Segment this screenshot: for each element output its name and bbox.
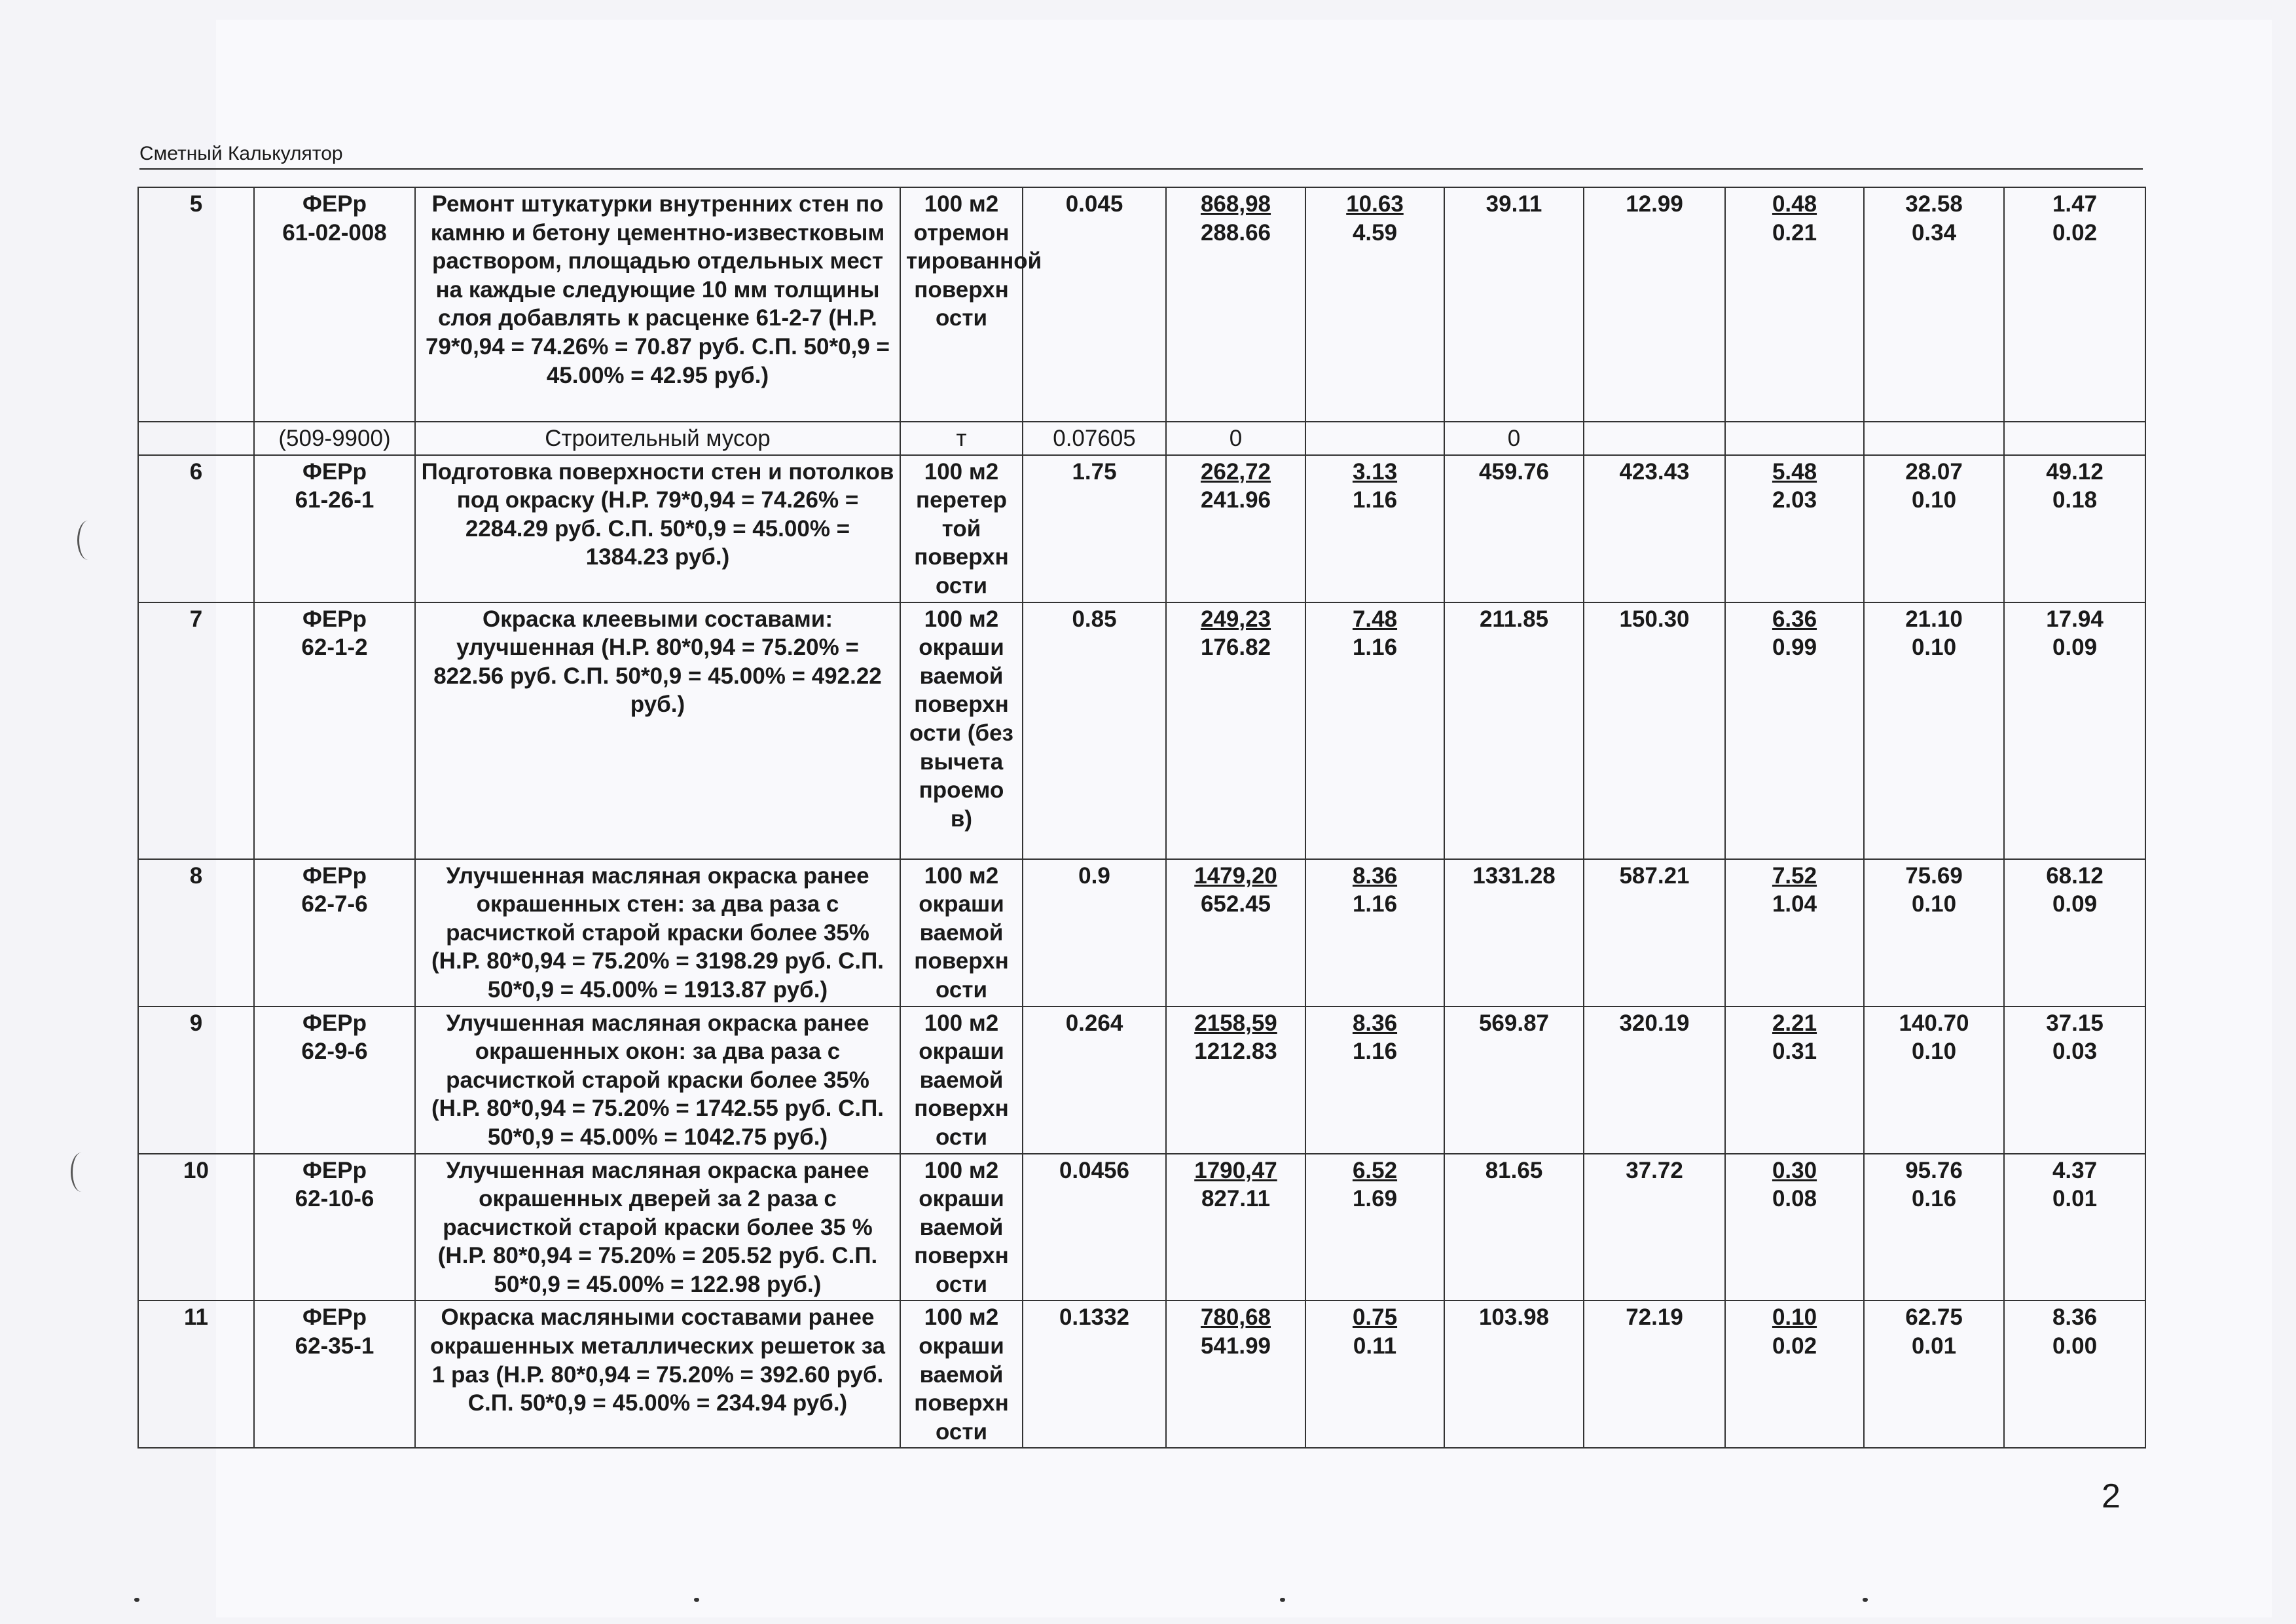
table-row — [138, 187, 2145, 422]
labor-unit-cell: 21.10 0.10 — [1864, 602, 2004, 859]
labor-unit-cell — [1864, 422, 2004, 455]
total-cost-cell: 1331.28 — [1444, 859, 1584, 1006]
wage-cost-cell: 587.21 — [1584, 859, 1725, 1006]
labor-total-cell: 17.94 0.09 — [2004, 602, 2145, 859]
row-number: 7 — [138, 602, 254, 859]
machine-cost-cell: 7.48 1.16 — [1305, 602, 1444, 859]
row-number: 10 — [138, 1154, 254, 1301]
unit-cell: 100 м2 окраши ваемой поверхн ости — [900, 1154, 1023, 1301]
row-number — [138, 422, 254, 455]
labor-total-cell: 1.47 0.02 — [2004, 187, 2145, 422]
unit-cell: 100 м2 окраши ваемой поверхн ости — [900, 1301, 1023, 1448]
scan-speck — [134, 1598, 139, 1602]
machine-total-cell: 0.48 0.21 — [1725, 187, 1864, 422]
table-row — [138, 1301, 2145, 1448]
labor-total-cell: 37.15 0.03 — [2004, 1006, 2145, 1154]
machine-total-cell: 0.30 0.08 — [1725, 1154, 1864, 1301]
unit-cell: 100 м2 окраши ваемой поверхн ости (без вычета проемо в) — [900, 602, 1023, 859]
machine-cost-cell: 10.63 4.59 — [1305, 187, 1444, 422]
table-row — [138, 602, 2145, 859]
quantity-cell: 0.1332 — [1023, 1301, 1166, 1448]
unit-cost-cell: 1790,47 827.11 — [1166, 1154, 1305, 1301]
work-description: Ремонт штукатурки внутренних стен по камню и бетону цементно-известковым раствором, площадью отдельных мест на каждые следующие 10 мм толщины слоя добавлять к расценке 61-2-7 (Н.Р. 79*0,94 = 74.26% = 70.87 руб. С.П. 50*0,9 = 45.00% = 42.95 руб.) — [415, 187, 900, 422]
labor-total-cell: 8.36 0.00 — [2004, 1301, 2145, 1448]
resource-code: (509-9900) — [254, 422, 415, 455]
header-rule — [139, 168, 2143, 170]
scan-speck — [694, 1598, 699, 1602]
machine-total-cell: 0.10 0.02 — [1725, 1301, 1864, 1448]
rate-code: ФЕРр 61-26-1 — [254, 455, 415, 602]
machine-total-cell — [1725, 422, 1864, 455]
rate-code: ФЕРр 61-02-008 — [254, 187, 415, 422]
machine-cost-cell: 3.13 1.16 — [1305, 455, 1444, 602]
table-row — [138, 455, 2145, 602]
unit-cell: 100 м2 отремон тированной поверхн ости — [900, 187, 1023, 422]
page-number: 2 — [2102, 1477, 2121, 1515]
quantity-cell: 0.07605 — [1023, 422, 1166, 455]
table-row — [138, 1154, 2145, 1301]
work-description: Улучшенная масляная окраска ранее окрашенных окон: за два раза с расчисткой старой краски более 35% (Н.Р. 80*0,94 = 75.20% = 1742.55 руб. С.П. 50*0,9 = 45.00% = 1042.75 руб.) — [415, 1006, 900, 1154]
labor-unit-cell: 140.70 0.10 — [1864, 1006, 2004, 1154]
total-cost-cell: 81.65 — [1444, 1154, 1584, 1301]
table-row — [138, 1006, 2145, 1154]
machine-cost-cell — [1305, 422, 1444, 455]
machine-total-cell: 7.52 1.04 — [1725, 859, 1864, 1006]
resource-description: Строительный мусор — [415, 422, 900, 455]
machine-total-cell: 5.48 2.03 — [1725, 455, 1864, 602]
unit-cost-cell: 780,68 541.99 — [1166, 1301, 1305, 1448]
quantity-cell: 0.0456 — [1023, 1154, 1166, 1301]
work-description: Улучшенная масляная окраска ранее окрашенных стен: за два раза с расчисткой старой краски более 35% (Н.Р. 80*0,94 = 75.20% = 3198.29 руб. С.П. 50*0,9 = 45.00% = 1913.87 руб.) — [415, 859, 900, 1006]
total-cost-cell: 569.87 — [1444, 1006, 1584, 1154]
estimate-table — [137, 187, 2146, 1449]
wage-cost-cell — [1584, 422, 1725, 455]
total-cost-cell: 39.11 — [1444, 187, 1584, 422]
unit-cell: 100 м2 окраши ваемой поверхн ости — [900, 859, 1023, 1006]
scan-speck — [1863, 1598, 1868, 1602]
quantity-cell: 0.85 — [1023, 602, 1166, 859]
labor-total-cell: 49.12 0.18 — [2004, 455, 2145, 602]
unit-cost-cell: 249,23 176.82 — [1166, 602, 1305, 859]
unit-cell: 100 м2 перетер той поверхн ости — [900, 455, 1023, 602]
labor-unit-cell: 95.76 0.16 — [1864, 1154, 2004, 1301]
labor-unit-cell: 28.07 0.10 — [1864, 455, 2004, 602]
table-row-subitem — [138, 422, 2145, 455]
quantity-cell: 0.264 — [1023, 1006, 1166, 1154]
machine-cost-cell: 8.36 1.16 — [1305, 859, 1444, 1006]
labor-unit-cell: 75.69 0.10 — [1864, 859, 2004, 1006]
rate-code: ФЕРр 62-9-6 — [254, 1006, 415, 1154]
row-number: 11 — [138, 1301, 254, 1448]
machine-cost-cell: 8.36 1.16 — [1305, 1006, 1444, 1154]
machine-total-cell: 2.21 0.31 — [1725, 1006, 1864, 1154]
rate-code: ФЕРр 62-10-6 — [254, 1154, 415, 1301]
work-description: Окраска клеевыми составами: улучшенная (Н.Р. 80*0,94 = 75.20% = 822.56 руб. С.П. 50*0,9 = 45.00% = 492.22 руб.) — [415, 602, 900, 859]
total-cost-cell: 0 — [1444, 422, 1584, 455]
machine-cost-cell: 0.75 0.11 — [1305, 1301, 1444, 1448]
total-cost-cell: 211.85 — [1444, 602, 1584, 859]
rate-code: ФЕРр 62-35-1 — [254, 1301, 415, 1448]
labor-total-cell: 68.12 0.09 — [2004, 859, 2145, 1006]
quantity-cell: 1.75 — [1023, 455, 1166, 602]
work-description: Улучшенная масляная окраска ранее окрашенных дверей за 2 раза с расчисткой старой краски более 35 % (Н.Р. 80*0,94 = 75.20% = 205.52 руб. С.П. 50*0,9 = 45.00% = 122.98 руб.) — [415, 1154, 900, 1301]
wage-cost-cell: 320.19 — [1584, 1006, 1725, 1154]
wage-cost-cell: 423.43 — [1584, 455, 1725, 602]
unit-cell: т — [900, 422, 1023, 455]
machine-cost-cell: 6.52 1.69 — [1305, 1154, 1444, 1301]
unit-cost-cell: 0 — [1166, 422, 1305, 455]
unit-cell: 100 м2 окраши ваемой поверхн ости — [900, 1006, 1023, 1154]
wage-cost-cell: 72.19 — [1584, 1301, 1725, 1448]
unit-cost-cell: 2158,59 1212.83 — [1166, 1006, 1305, 1154]
row-number: 9 — [138, 1006, 254, 1154]
table-row — [138, 859, 2145, 1006]
machine-total-cell: 6.36 0.99 — [1725, 602, 1864, 859]
page-header-title: Сметный Калькулятор — [139, 143, 343, 164]
scan-speck — [1280, 1598, 1285, 1602]
labor-unit-cell: 62.75 0.01 — [1864, 1301, 2004, 1448]
work-description: Окраска масляными составами ранее окрашенных металлических решеток за 1 раз (Н.Р. 80*0,94 = 75.20% = 392.60 руб. С.П. 50*0,9 = 45.00% = 234.94 руб.) — [415, 1301, 900, 1448]
labor-total-cell — [2004, 422, 2145, 455]
punch-hole-mark — [71, 1153, 92, 1192]
rate-code: ФЕРр 62-7-6 — [254, 859, 415, 1006]
row-number: 5 — [138, 187, 254, 422]
total-cost-cell: 103.98 — [1444, 1301, 1584, 1448]
work-description: Подготовка поверхности стен и потолков под окраску (Н.Р. 79*0,94 = 74.26% = 2284.29 руб. С.П. 50*0,9 = 45.00% = 1384.23 руб.) — [415, 455, 900, 602]
row-number: 6 — [138, 455, 254, 602]
rate-code: ФЕРр 62-1-2 — [254, 602, 415, 859]
quantity-cell: 0.9 — [1023, 859, 1166, 1006]
quantity-cell: 0.045 — [1023, 187, 1166, 422]
total-cost-cell: 459.76 — [1444, 455, 1584, 602]
punch-hole-mark — [77, 521, 99, 560]
unit-cost-cell: 262,72 241.96 — [1166, 455, 1305, 602]
unit-cost-cell: 868,98 288.66 — [1166, 187, 1305, 422]
labor-total-cell: 4.37 0.01 — [2004, 1154, 2145, 1301]
wage-cost-cell: 12.99 — [1584, 187, 1725, 422]
wage-cost-cell: 37.72 — [1584, 1154, 1725, 1301]
unit-cost-cell: 1479,20 652.45 — [1166, 859, 1305, 1006]
wage-cost-cell: 150.30 — [1584, 602, 1725, 859]
labor-unit-cell: 32.58 0.34 — [1864, 187, 2004, 422]
row-number: 8 — [138, 859, 254, 1006]
